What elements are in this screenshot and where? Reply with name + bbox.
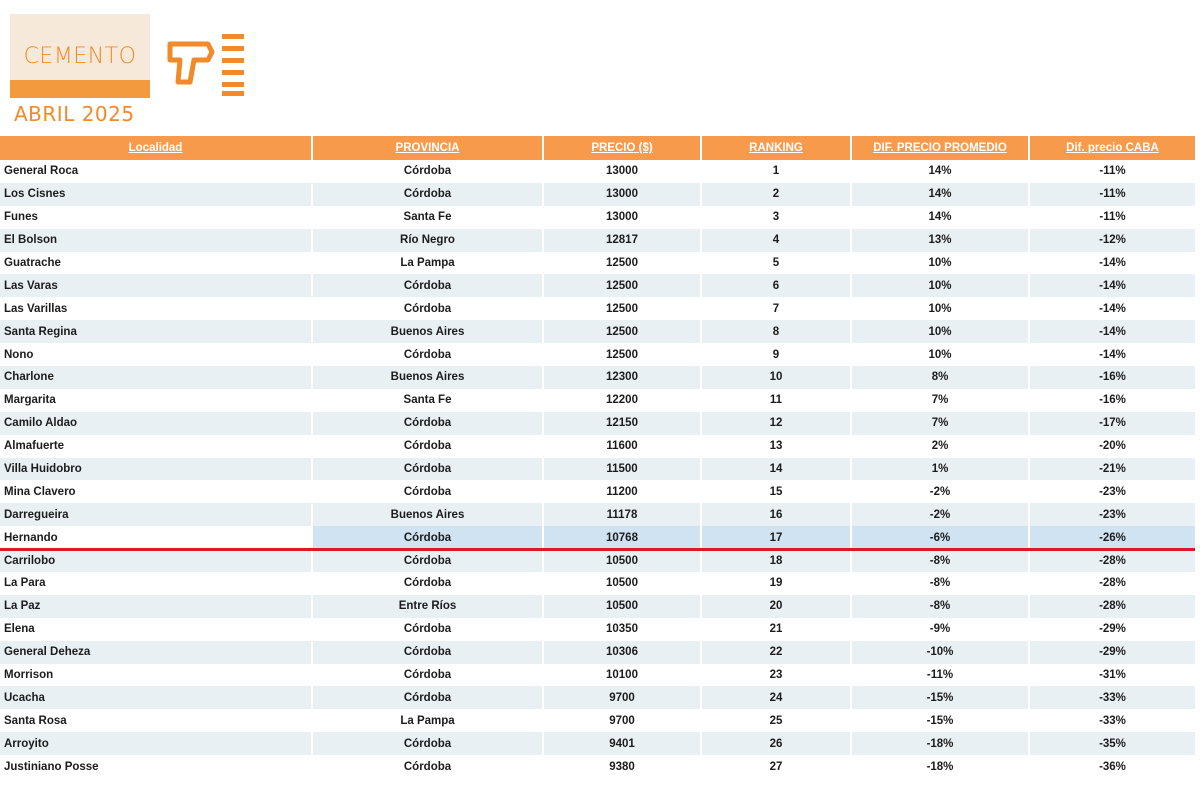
ranking-cell: 12 — [701, 412, 851, 435]
provincia-cell: Entre Ríos — [312, 595, 543, 618]
precio-cell: 11500 — [543, 458, 701, 481]
dif-caba-cell: -23% — [1029, 480, 1195, 503]
table-row — [0, 480, 1195, 503]
precio-cell: 10350 — [543, 618, 701, 641]
dif-caba-cell: -28% — [1029, 572, 1195, 595]
localidad-cell: La Para — [0, 572, 312, 595]
dif-caba-cell: -36% — [1029, 755, 1195, 778]
provincia-cell: Córdoba — [312, 549, 543, 572]
dif-promedio-cell: -8% — [851, 572, 1029, 595]
ranking-cell: 4 — [701, 229, 851, 252]
provincia-cell: Córdoba — [312, 160, 543, 183]
ranking-cell: 16 — [701, 503, 851, 526]
precio-cell: 9700 — [543, 686, 701, 709]
ranking-cell: 17 — [701, 526, 851, 549]
ranking-cell: 26 — [701, 732, 851, 755]
table-row — [0, 343, 1195, 366]
localidad-cell: Camilo Aldao — [0, 412, 312, 435]
report-header — [0, 0, 1200, 136]
dif-promedio-cell: 10% — [851, 252, 1029, 275]
dif-caba-cell: -33% — [1029, 686, 1195, 709]
ranking-cell: 6 — [701, 274, 851, 297]
table-row — [0, 549, 1195, 572]
table-row — [0, 458, 1195, 481]
ranking-cell: 8 — [701, 320, 851, 343]
localidad-cell: General Deheza — [0, 641, 312, 664]
dif-caba-cell: -16% — [1029, 389, 1195, 412]
localidad-cell: El Bolson — [0, 229, 312, 252]
provincia-cell: La Pampa — [312, 709, 543, 732]
column-header[interactable]: Dif. precio CABA — [1029, 136, 1195, 160]
dif-caba-cell: -23% — [1029, 503, 1195, 526]
dif-promedio-cell: 8% — [851, 366, 1029, 389]
dif-promedio-cell: 10% — [851, 320, 1029, 343]
localidad-cell: Morrison — [0, 664, 312, 687]
localidad-cell: Santa Rosa — [0, 709, 312, 732]
localidad-cell: Almafuerte — [0, 435, 312, 458]
report-title: CEMENTO — [23, 44, 137, 69]
dif-promedio-cell: -18% — [851, 732, 1029, 755]
precio-cell: 12300 — [543, 366, 701, 389]
table-row — [0, 618, 1195, 641]
dif-caba-cell: -14% — [1029, 252, 1195, 275]
precio-cell: 9700 — [543, 709, 701, 732]
table-row — [0, 641, 1195, 664]
table-body — [0, 160, 1195, 778]
localidad-cell: La Paz — [0, 595, 312, 618]
dif-promedio-cell: -10% — [851, 641, 1029, 664]
column-header[interactable]: PROVINCIA — [312, 136, 543, 160]
table-row — [0, 526, 1195, 549]
column-header[interactable]: Localidad — [0, 136, 312, 160]
dif-promedio-cell: 10% — [851, 274, 1029, 297]
provincia-cell: Río Negro — [312, 229, 543, 252]
price-table — [0, 136, 1195, 778]
localidad-cell: Funes — [0, 206, 312, 229]
table-row — [0, 732, 1195, 755]
localidad-cell: Justiniano Posse — [0, 755, 312, 778]
ranking-cell: 11 — [701, 389, 851, 412]
precio-cell: 10100 — [543, 664, 701, 687]
dif-promedio-cell: 10% — [851, 343, 1029, 366]
precio-cell: 12500 — [543, 297, 701, 320]
table-row — [0, 389, 1195, 412]
localidad-cell: Santa Regina — [0, 320, 312, 343]
dif-promedio-cell: -8% — [851, 549, 1029, 572]
table-row — [0, 366, 1195, 389]
provincia-cell: Córdoba — [312, 480, 543, 503]
provincia-cell: Santa Fe — [312, 389, 543, 412]
provincia-cell: Córdoba — [312, 526, 543, 549]
ranking-cell: 2 — [701, 183, 851, 206]
provincia-cell: Buenos Aires — [312, 320, 543, 343]
dif-promedio-cell: -11% — [851, 664, 1029, 687]
precio-cell: 9401 — [543, 732, 701, 755]
table-row — [0, 320, 1195, 343]
precio-cell: 10500 — [543, 549, 701, 572]
precio-cell: 9380 — [543, 755, 701, 778]
column-header[interactable]: PRECIO ($) — [543, 136, 701, 160]
dif-promedio-cell: -2% — [851, 503, 1029, 526]
dif-caba-cell: -11% — [1029, 160, 1195, 183]
precio-cell: 10500 — [543, 595, 701, 618]
ranking-cell: 14 — [701, 458, 851, 481]
dif-caba-cell: -16% — [1029, 366, 1195, 389]
table-row — [0, 572, 1195, 595]
dif-promedio-cell: -2% — [851, 480, 1029, 503]
ranking-cell: 24 — [701, 686, 851, 709]
dif-promedio-cell: 14% — [851, 160, 1029, 183]
localidad-cell: Darregueira — [0, 503, 312, 526]
table-row — [0, 252, 1195, 275]
provincia-cell: Córdoba — [312, 274, 543, 297]
localidad-cell: Mina Clavero — [0, 480, 312, 503]
ranking-cell: 1 — [701, 160, 851, 183]
precio-cell: 10500 — [543, 572, 701, 595]
ranking-cell: 27 — [701, 755, 851, 778]
localidad-cell: Nono — [0, 343, 312, 366]
provincia-cell: Buenos Aires — [312, 366, 543, 389]
dif-promedio-cell: -6% — [851, 526, 1029, 549]
table-row — [0, 595, 1195, 618]
dif-promedio-cell: -9% — [851, 618, 1029, 641]
table-row — [0, 229, 1195, 252]
dif-caba-cell: -28% — [1029, 549, 1195, 572]
provincia-cell: Córdoba — [312, 458, 543, 481]
dif-caba-cell: -11% — [1029, 183, 1195, 206]
provincia-cell: Córdoba — [312, 664, 543, 687]
provincia-cell: Córdoba — [312, 183, 543, 206]
provincia-cell: Córdoba — [312, 412, 543, 435]
provincia-cell: Córdoba — [312, 297, 543, 320]
table-header-row — [0, 136, 1195, 160]
dif-caba-cell: -29% — [1029, 641, 1195, 664]
dif-caba-cell: -14% — [1029, 297, 1195, 320]
table-row — [0, 274, 1195, 297]
table-row — [0, 503, 1195, 526]
precio-cell: 12150 — [543, 412, 701, 435]
localidad-cell: Charlone — [0, 366, 312, 389]
ranking-cell: 7 — [701, 297, 851, 320]
provincia-cell: Córdoba — [312, 755, 543, 778]
provincia-cell: Buenos Aires — [312, 503, 543, 526]
ranking-cell: 10 — [701, 366, 851, 389]
ranking-cell: 13 — [701, 435, 851, 458]
dif-caba-cell: -28% — [1029, 595, 1195, 618]
ranking-cell: 23 — [701, 664, 851, 687]
localidad-cell: Ucacha — [0, 686, 312, 709]
precio-cell: 11178 — [543, 503, 701, 526]
localidad-cell: Carrilobo — [0, 549, 312, 572]
dif-promedio-cell: -15% — [851, 686, 1029, 709]
dif-promedio-cell: 1% — [851, 458, 1029, 481]
dif-promedio-cell: -18% — [851, 755, 1029, 778]
ranking-cell: 15 — [701, 480, 851, 503]
precio-cell: 13000 — [543, 160, 701, 183]
table-row — [0, 183, 1195, 206]
dif-promedio-cell: 13% — [851, 229, 1029, 252]
dif-caba-cell: -26% — [1029, 526, 1195, 549]
table-row — [0, 206, 1195, 229]
precio-cell: 10306 — [543, 641, 701, 664]
dif-caba-cell: -17% — [1029, 412, 1195, 435]
precio-cell: 13000 — [543, 183, 701, 206]
dif-caba-cell: -14% — [1029, 343, 1195, 366]
localidad-cell: Elena — [0, 618, 312, 641]
table-row — [0, 686, 1195, 709]
precio-cell: 12200 — [543, 389, 701, 412]
provincia-cell: Córdoba — [312, 732, 543, 755]
table-row — [0, 297, 1195, 320]
localidad-cell: Guatrache — [0, 252, 312, 275]
dif-caba-cell: -12% — [1029, 229, 1195, 252]
dif-caba-cell: -35% — [1029, 732, 1195, 755]
dif-promedio-cell: 14% — [851, 206, 1029, 229]
dif-promedio-cell: 10% — [851, 297, 1029, 320]
price-table-container — [0, 136, 1195, 778]
table-row — [0, 435, 1195, 458]
precio-cell: 11200 — [543, 480, 701, 503]
ranking-cell: 3 — [701, 206, 851, 229]
dif-caba-cell: -14% — [1029, 320, 1195, 343]
provincia-cell: Córdoba — [312, 686, 543, 709]
dif-promedio-cell: 7% — [851, 412, 1029, 435]
localidad-cell: Las Varillas — [0, 297, 312, 320]
provincia-cell: Córdoba — [312, 618, 543, 641]
ranking-cell: 21 — [701, 618, 851, 641]
localidad-cell: Villa Huidobro — [0, 458, 312, 481]
dif-caba-cell: -31% — [1029, 664, 1195, 687]
localidad-cell: Margarita — [0, 389, 312, 412]
provincia-cell: Córdoba — [312, 435, 543, 458]
ranking-cell: 22 — [701, 641, 851, 664]
dif-caba-cell: -11% — [1029, 206, 1195, 229]
ranking-cell: 19 — [701, 572, 851, 595]
ranking-cell: 25 — [701, 709, 851, 732]
precio-cell: 12500 — [543, 252, 701, 275]
title-accent-bar — [10, 80, 150, 98]
dif-promedio-cell: 2% — [851, 435, 1029, 458]
column-header[interactable]: DIF. PRECIO PROMEDIO — [851, 136, 1029, 160]
localidad-cell: Arroyito — [0, 732, 312, 755]
barcode-scanner-icon — [164, 30, 254, 100]
provincia-cell: Córdoba — [312, 641, 543, 664]
table-row — [0, 755, 1195, 778]
localidad-cell: Hernando — [0, 526, 312, 549]
precio-cell: 12500 — [543, 320, 701, 343]
provincia-cell: Córdoba — [312, 343, 543, 366]
dif-caba-cell: -21% — [1029, 458, 1195, 481]
table-row — [0, 160, 1195, 183]
ranking-cell: 5 — [701, 252, 851, 275]
provincia-cell: La Pampa — [312, 252, 543, 275]
dif-promedio-cell: -8% — [851, 595, 1029, 618]
precio-cell: 12500 — [543, 343, 701, 366]
highlight-separator-line — [0, 548, 1195, 551]
provincia-cell: Santa Fe — [312, 206, 543, 229]
localidad-cell: Las Varas — [0, 274, 312, 297]
title-block — [10, 14, 150, 98]
localidad-cell: Los Cisnes — [0, 183, 312, 206]
localidad-cell: General Roca — [0, 160, 312, 183]
ranking-cell: 9 — [701, 343, 851, 366]
ranking-cell: 20 — [701, 595, 851, 618]
precio-cell: 13000 — [543, 206, 701, 229]
dif-promedio-cell: -15% — [851, 709, 1029, 732]
dif-caba-cell: -33% — [1029, 709, 1195, 732]
table-row — [0, 412, 1195, 435]
precio-cell: 12817 — [543, 229, 701, 252]
precio-cell: 12500 — [543, 274, 701, 297]
ranking-cell: 18 — [701, 549, 851, 572]
precio-cell: 11600 — [543, 435, 701, 458]
dif-caba-cell: -20% — [1029, 435, 1195, 458]
provincia-cell: Córdoba — [312, 572, 543, 595]
dif-caba-cell: -14% — [1029, 274, 1195, 297]
report-date: ABRIL 2025 — [14, 102, 135, 126]
dif-caba-cell: -29% — [1029, 618, 1195, 641]
column-header[interactable]: RANKING — [701, 136, 851, 160]
table-row — [0, 709, 1195, 732]
dif-promedio-cell: 14% — [851, 183, 1029, 206]
precio-cell: 10768 — [543, 526, 701, 549]
dif-promedio-cell: 7% — [851, 389, 1029, 412]
table-row — [0, 664, 1195, 687]
